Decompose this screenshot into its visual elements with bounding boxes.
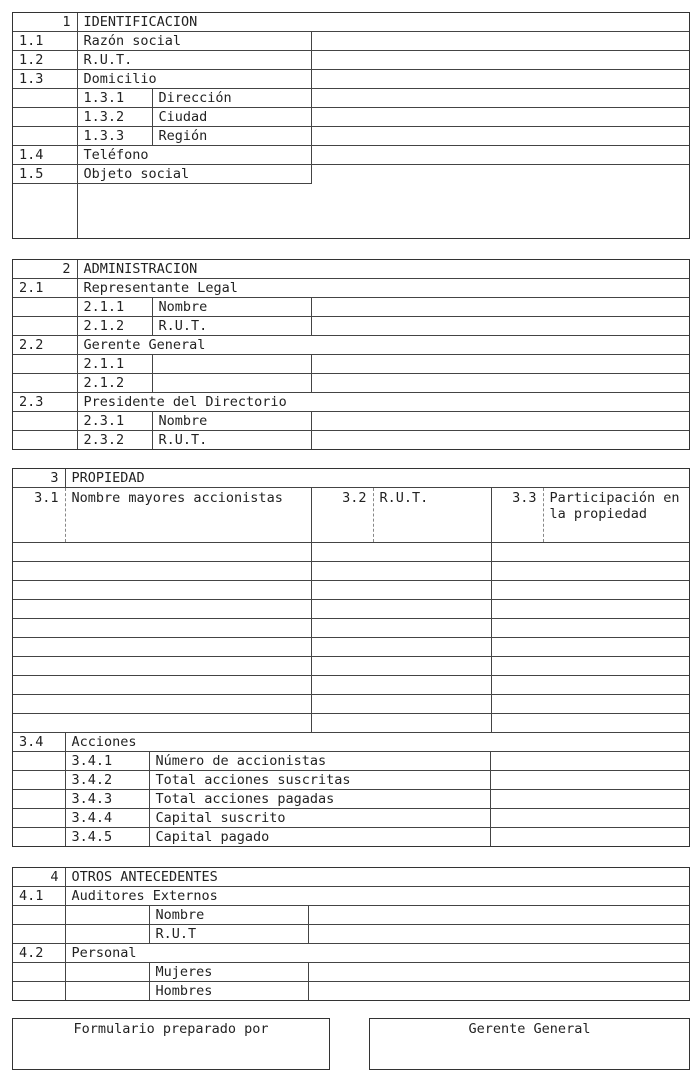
item-number: 1.2 (13, 51, 77, 70)
form-row (13, 165, 689, 184)
indent-cell (13, 412, 77, 431)
form-row (13, 146, 689, 165)
item-number: 1.3.3 (77, 127, 152, 146)
value-field[interactable] (308, 906, 689, 925)
shareholder-row (13, 619, 689, 638)
form-row (13, 374, 689, 393)
prepared-by-label: Formulario preparado por (73, 1021, 269, 1037)
item-label: Domicilio (77, 70, 311, 89)
shareholder-share-cell[interactable] (491, 600, 689, 619)
indent-cell (13, 317, 77, 336)
shareholder-rut-cell[interactable] (311, 695, 491, 714)
form-row (13, 279, 689, 298)
shareholder-share-cell[interactable] (491, 619, 689, 638)
value-field[interactable] (311, 51, 689, 70)
form-row (13, 89, 689, 108)
shareholder-rut-cell[interactable] (311, 581, 491, 600)
column-number: 3.1 (13, 488, 65, 543)
value-field[interactable] (490, 809, 689, 828)
shareholder-share-cell[interactable] (491, 695, 689, 714)
form-row (13, 887, 689, 906)
shareholder-row (13, 676, 689, 695)
value-field[interactable] (311, 89, 689, 108)
column-header-row (13, 488, 689, 543)
item-number: 3.4 (13, 733, 65, 752)
value-field[interactable] (311, 165, 689, 184)
item-label: Capital pagado (149, 828, 490, 847)
shareholder-rut-cell[interactable] (311, 657, 491, 676)
indent-cell (13, 298, 77, 317)
section-identificacion (12, 12, 690, 239)
value-field[interactable] (311, 127, 689, 146)
item-label (152, 355, 311, 374)
item-label: Representante Legal (77, 279, 689, 298)
form-row (13, 828, 689, 847)
shareholder-name-cell[interactable] (13, 600, 311, 619)
item-number: 3.4.2 (65, 771, 149, 790)
form-row (13, 982, 689, 1001)
item-label: Razón social (77, 32, 311, 51)
shareholder-share-cell[interactable] (491, 581, 689, 600)
form-row (13, 809, 689, 828)
column-number: 3.2 (311, 488, 373, 543)
shareholder-rut-cell[interactable] (311, 638, 491, 657)
shareholder-rut-cell[interactable] (311, 676, 491, 695)
shareholder-share-cell[interactable] (491, 714, 689, 733)
section-title: OTROS ANTECEDENTES (65, 868, 689, 887)
item-number: 2.1.1 (77, 355, 152, 374)
prepared-by-box[interactable] (12, 1018, 330, 1070)
indent-cell (13, 771, 65, 790)
form-row (13, 336, 689, 355)
item-number: 2.2 (13, 336, 77, 355)
shareholder-name-cell[interactable] (13, 543, 311, 562)
form-row (13, 944, 689, 963)
item-label: R.U.T. (152, 317, 311, 336)
section-propiedad (12, 468, 690, 847)
form-row (13, 355, 689, 374)
item-label: Acciones (65, 733, 689, 752)
item-label: Total acciones suscritas (149, 771, 490, 790)
indent-cell (65, 906, 149, 925)
item-label: Teléfono (77, 146, 311, 165)
indent-cell (13, 906, 65, 925)
item-number: 2.3 (13, 393, 77, 412)
indent-cell (13, 828, 65, 847)
section-number: 1 (13, 13, 77, 32)
item-number: 3.4.5 (65, 828, 149, 847)
item-label: Capital suscrito (149, 809, 490, 828)
form-row (13, 70, 689, 89)
item-label: Nombre (152, 298, 311, 317)
shareholder-name-cell[interactable] (13, 638, 311, 657)
blank-cell (13, 184, 77, 239)
value-field[interactable] (490, 790, 689, 809)
item-label: R.U.T (149, 925, 308, 944)
indent-cell (13, 374, 77, 393)
form-row (13, 431, 689, 450)
section-title: IDENTIFICACION (77, 13, 689, 32)
value-field[interactable] (308, 963, 689, 982)
shareholder-row (13, 562, 689, 581)
item-label: Nombre (149, 906, 308, 925)
item-label: Personal (65, 944, 689, 963)
form-row (13, 906, 689, 925)
indent-cell (65, 982, 149, 1001)
form-row (13, 393, 689, 412)
item-number: 1.4 (13, 146, 77, 165)
indent-cell (13, 790, 65, 809)
section-header-row (13, 13, 689, 32)
shareholder-row (13, 600, 689, 619)
item-label: Ciudad (152, 108, 311, 127)
indent-cell (13, 431, 77, 450)
item-number: 1.3.2 (77, 108, 152, 127)
form-row (13, 298, 689, 317)
item-label: Hombres (149, 982, 308, 1001)
item-number: 3.4.3 (65, 790, 149, 809)
value-field[interactable] (490, 828, 689, 847)
section-number: 4 (13, 868, 65, 887)
indent-cell (13, 963, 65, 982)
shareholder-share-cell[interactable] (491, 543, 689, 562)
item-label (152, 374, 311, 393)
item-label: Número de accionistas (149, 752, 490, 771)
shareholder-name-cell[interactable] (13, 695, 311, 714)
indent-cell (13, 925, 65, 944)
section-otros-antecedentes (12, 867, 690, 1001)
shareholder-name-cell[interactable] (13, 714, 311, 733)
shareholder-row (13, 581, 689, 600)
item-label: Total acciones pagadas (149, 790, 490, 809)
column-header-accionistas: Nombre mayores accionistas (65, 488, 311, 543)
manager-signature-box[interactable] (369, 1018, 690, 1070)
shareholder-share-cell[interactable] (491, 657, 689, 676)
shareholder-row (13, 657, 689, 676)
indent-cell (13, 127, 77, 146)
form-row (13, 963, 689, 982)
value-field[interactable] (311, 412, 689, 431)
item-label: Objeto social (77, 165, 311, 184)
item-label: Región (152, 127, 311, 146)
column-header-rut: R.U.T. (373, 488, 491, 543)
indent-cell (13, 89, 77, 108)
value-field[interactable] (311, 70, 689, 89)
form-row (13, 127, 689, 146)
item-label: R.U.T. (152, 431, 311, 450)
indent-cell (13, 752, 65, 771)
item-number: 2.1.2 (77, 317, 152, 336)
form-row (13, 51, 689, 70)
section-header-row (13, 260, 689, 279)
item-number: 4.2 (13, 944, 65, 963)
value-field[interactable] (311, 355, 689, 374)
item-number: 1.3.1 (77, 89, 152, 108)
value-field[interactable] (311, 146, 689, 165)
value-field[interactable] (311, 317, 689, 336)
item-label: Presidente del Directorio (77, 393, 689, 412)
shareholder-name-cell[interactable] (13, 581, 311, 600)
indent-cell (65, 925, 149, 944)
item-label: Dirección (152, 89, 311, 108)
item-number: 2.3.1 (77, 412, 152, 431)
form-row (13, 317, 689, 336)
item-number: 3.4.1 (65, 752, 149, 771)
indent-cell (13, 982, 65, 1001)
item-label: R.U.T. (77, 51, 311, 70)
value-field[interactable] (311, 431, 689, 450)
column-header-participacion: Participación en la propiedad (543, 488, 689, 543)
shareholder-name-cell[interactable] (13, 562, 311, 581)
item-number: 2.1 (13, 279, 77, 298)
indent-cell (13, 108, 77, 127)
section-administracion (12, 259, 690, 450)
item-label: Mujeres (149, 963, 308, 982)
section-number: 2 (13, 260, 77, 279)
item-number: 3.4.4 (65, 809, 149, 828)
manager-label: Gerente General (468, 1021, 591, 1037)
shareholder-name-cell[interactable] (13, 619, 311, 638)
form-row (13, 184, 689, 239)
value-field[interactable] (311, 108, 689, 127)
item-label: Nombre (152, 412, 311, 431)
section-header-row (13, 868, 689, 887)
shareholder-name-cell[interactable] (13, 676, 311, 695)
item-label: Gerente General (77, 336, 689, 355)
section-number: 3 (13, 469, 65, 488)
shareholder-row (13, 638, 689, 657)
objeto-social-field[interactable] (77, 184, 689, 239)
indent-cell (13, 809, 65, 828)
item-number: 4.1 (13, 887, 65, 906)
indent-cell (13, 355, 77, 374)
shareholder-rut-cell[interactable] (311, 714, 491, 733)
value-field[interactable] (311, 32, 689, 51)
column-number: 3.3 (491, 488, 543, 543)
form-row (13, 925, 689, 944)
shareholder-rut-cell[interactable] (311, 600, 491, 619)
form-row (13, 733, 689, 752)
item-number: 2.1.2 (77, 374, 152, 393)
value-field[interactable] (308, 925, 689, 944)
form-row (13, 108, 689, 127)
shareholder-share-cell[interactable] (491, 638, 689, 657)
form-row (13, 32, 689, 51)
shareholder-rut-cell[interactable] (311, 619, 491, 638)
value-field[interactable] (311, 298, 689, 317)
form-row (13, 771, 689, 790)
shareholder-rut-cell[interactable] (311, 562, 491, 581)
value-field[interactable] (490, 752, 689, 771)
shareholder-row (13, 543, 689, 562)
form-row (13, 790, 689, 809)
item-number: 1.1 (13, 32, 77, 51)
shareholder-name-cell[interactable] (13, 657, 311, 676)
section-header-row (13, 469, 689, 488)
item-number: 1.3 (13, 70, 77, 89)
item-label: Auditores Externos (65, 887, 689, 906)
section-title: PROPIEDAD (65, 469, 689, 488)
shareholder-rut-cell[interactable] (311, 543, 491, 562)
value-field[interactable] (490, 771, 689, 790)
shareholder-row (13, 714, 689, 733)
indent-cell (65, 963, 149, 982)
value-field[interactable] (308, 982, 689, 1001)
value-field[interactable] (311, 374, 689, 393)
item-number: 1.5 (13, 165, 77, 184)
shareholder-share-cell[interactable] (491, 676, 689, 695)
section-title: ADMINISTRACION (77, 260, 689, 279)
form-row (13, 412, 689, 431)
form-row (13, 752, 689, 771)
item-number: 2.3.2 (77, 431, 152, 450)
item-number: 2.1.1 (77, 298, 152, 317)
shareholder-row (13, 695, 689, 714)
shareholder-share-cell[interactable] (491, 562, 689, 581)
